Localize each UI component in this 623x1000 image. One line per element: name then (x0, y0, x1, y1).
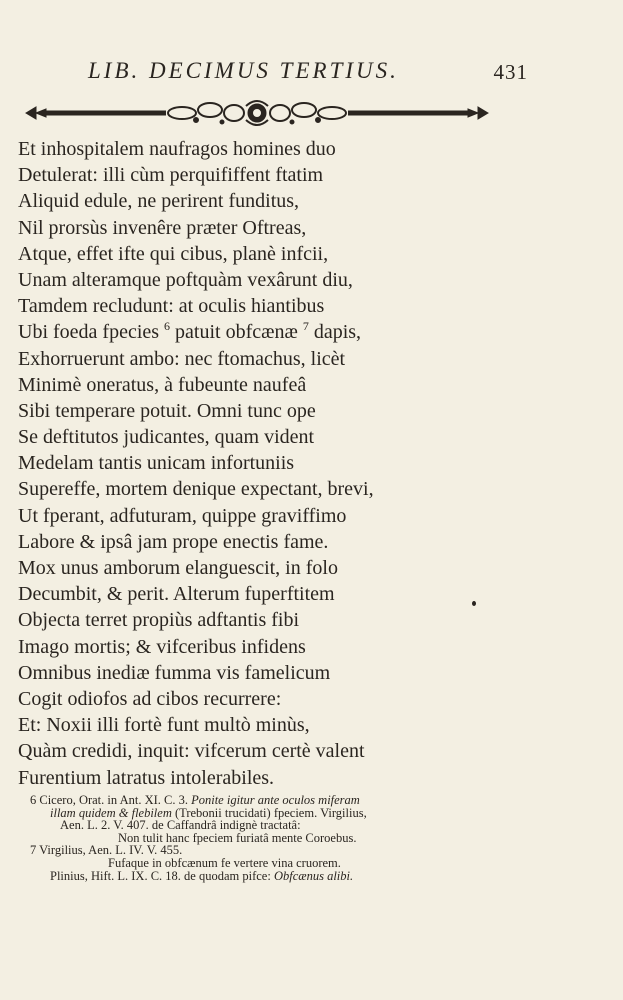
footnote-quote: Obfcænus alibi. (273, 868, 354, 883)
verse-line: Unam alteramque poftquàm vexârunt diu, (18, 268, 353, 291)
verse-line: Se deftitutos judicantes, quam vident (18, 426, 315, 449)
footnote-citation: Virgilius, (320, 805, 367, 820)
footnote-number: 7 (30, 843, 37, 858)
verse-line: Omnibus inediæ fumma vis famelicum (18, 661, 331, 684)
footnote-quote: Ponite igitur ante oculos miferam (191, 793, 360, 807)
verse-line: Exhorruerunt ambo: nec ftomachus, licèt (18, 347, 346, 370)
verse-line: Furentium latratus intolerabiles. (18, 766, 275, 789)
verse-line: Decumbit, & perit. Alterum fuperftitem (18, 583, 335, 606)
verse-line: Supereffe, mortem denique expectant, brevi, (18, 478, 374, 501)
footnote-6-line: Aen. L. 2. V. 407. de Caffandrâ indignè tractatâ: (60, 818, 301, 833)
verse-line: Ut fperant, adfuturam, quippe graviffimo (18, 504, 347, 527)
footnotes (30, 794, 510, 882)
verse-line: Quàm credidi, inquit: vifcerum certè valent (18, 740, 365, 763)
footnote-citation: Plinius, Hift. L. IX. C. 18. de quodam pifce: (50, 868, 271, 883)
footnote-number: 6 (30, 793, 37, 807)
running-head: LIB. DECIMUS TERTIUS. (88, 58, 399, 83)
ink-speck (472, 601, 476, 606)
verse-segment: dapis, (313, 321, 362, 344)
verse-line-with-notes (18, 319, 458, 345)
footnote-7-line (30, 870, 510, 883)
footnote-marker-6: 6 (164, 319, 171, 334)
verse-line: Imago mortis; & vifceribus infidens (18, 635, 306, 658)
verse-line: Minimè oneratus, à fubeunte naufeâ (18, 373, 307, 396)
verse-line: Et inhospitalem naufragos homines duo (18, 138, 336, 160)
verse-line: Cogit odiofos ad cibos recurrere: (18, 687, 282, 710)
verse-line: Et: Noxii illi fortè funt multò minùs, (18, 714, 310, 737)
verse-line: Atque, effet ifte qui cibus, planè infcii, (18, 242, 329, 265)
verse-line: Sibi temperare potuit. Omni tunc ope (18, 399, 316, 422)
footnote-citation: (Trebonii trucidati) fpeciem. (174, 805, 318, 820)
poem-text (18, 136, 458, 791)
footnote-quote: illam quidem & flebilem (50, 805, 172, 820)
verse-line: Aliquid edule, ne perirent funditus, (18, 190, 300, 213)
verse-line: Tamdem recludunt: at oculis hiantibus (18, 295, 325, 318)
page-number: 431 (493, 60, 528, 84)
verse-line: Nil prorsùs invenêre præter Oftreas, (18, 216, 307, 239)
footnote-marker-7: 7 (302, 319, 309, 334)
verse-segment: patuit obfcænæ (175, 321, 298, 344)
footnote-citation: Cicero, Orat. in Ant. XI. C. 3. (39, 793, 188, 807)
verse-line: Labore & ipsâ jam prope enectis fame. (18, 530, 329, 553)
footnote-6-line: Non tulit hanc fpeciem furiatâ mente Coroebus. (118, 830, 357, 845)
verse-line: Objecta terret propiùs adftantis fibi (18, 609, 300, 632)
footnote-7-line: Fufaque in obfcænum fe vertere vina cruorem. (108, 855, 341, 870)
verse-segment: Ubi foeda fpecies (18, 321, 160, 344)
page-header (88, 58, 528, 92)
verse-line: Mox unus amborum elanguescit, in folo (18, 557, 338, 579)
floral-headpiece-icon (22, 96, 492, 130)
verse-line: Detulerat: illi cùm perquififfent ftatim (18, 164, 324, 187)
footnote-citation: Virgilius, Aen. L. IV. V. 455. (39, 843, 183, 858)
verse-line: Medelam tantis unicam infortuniis (18, 452, 295, 475)
